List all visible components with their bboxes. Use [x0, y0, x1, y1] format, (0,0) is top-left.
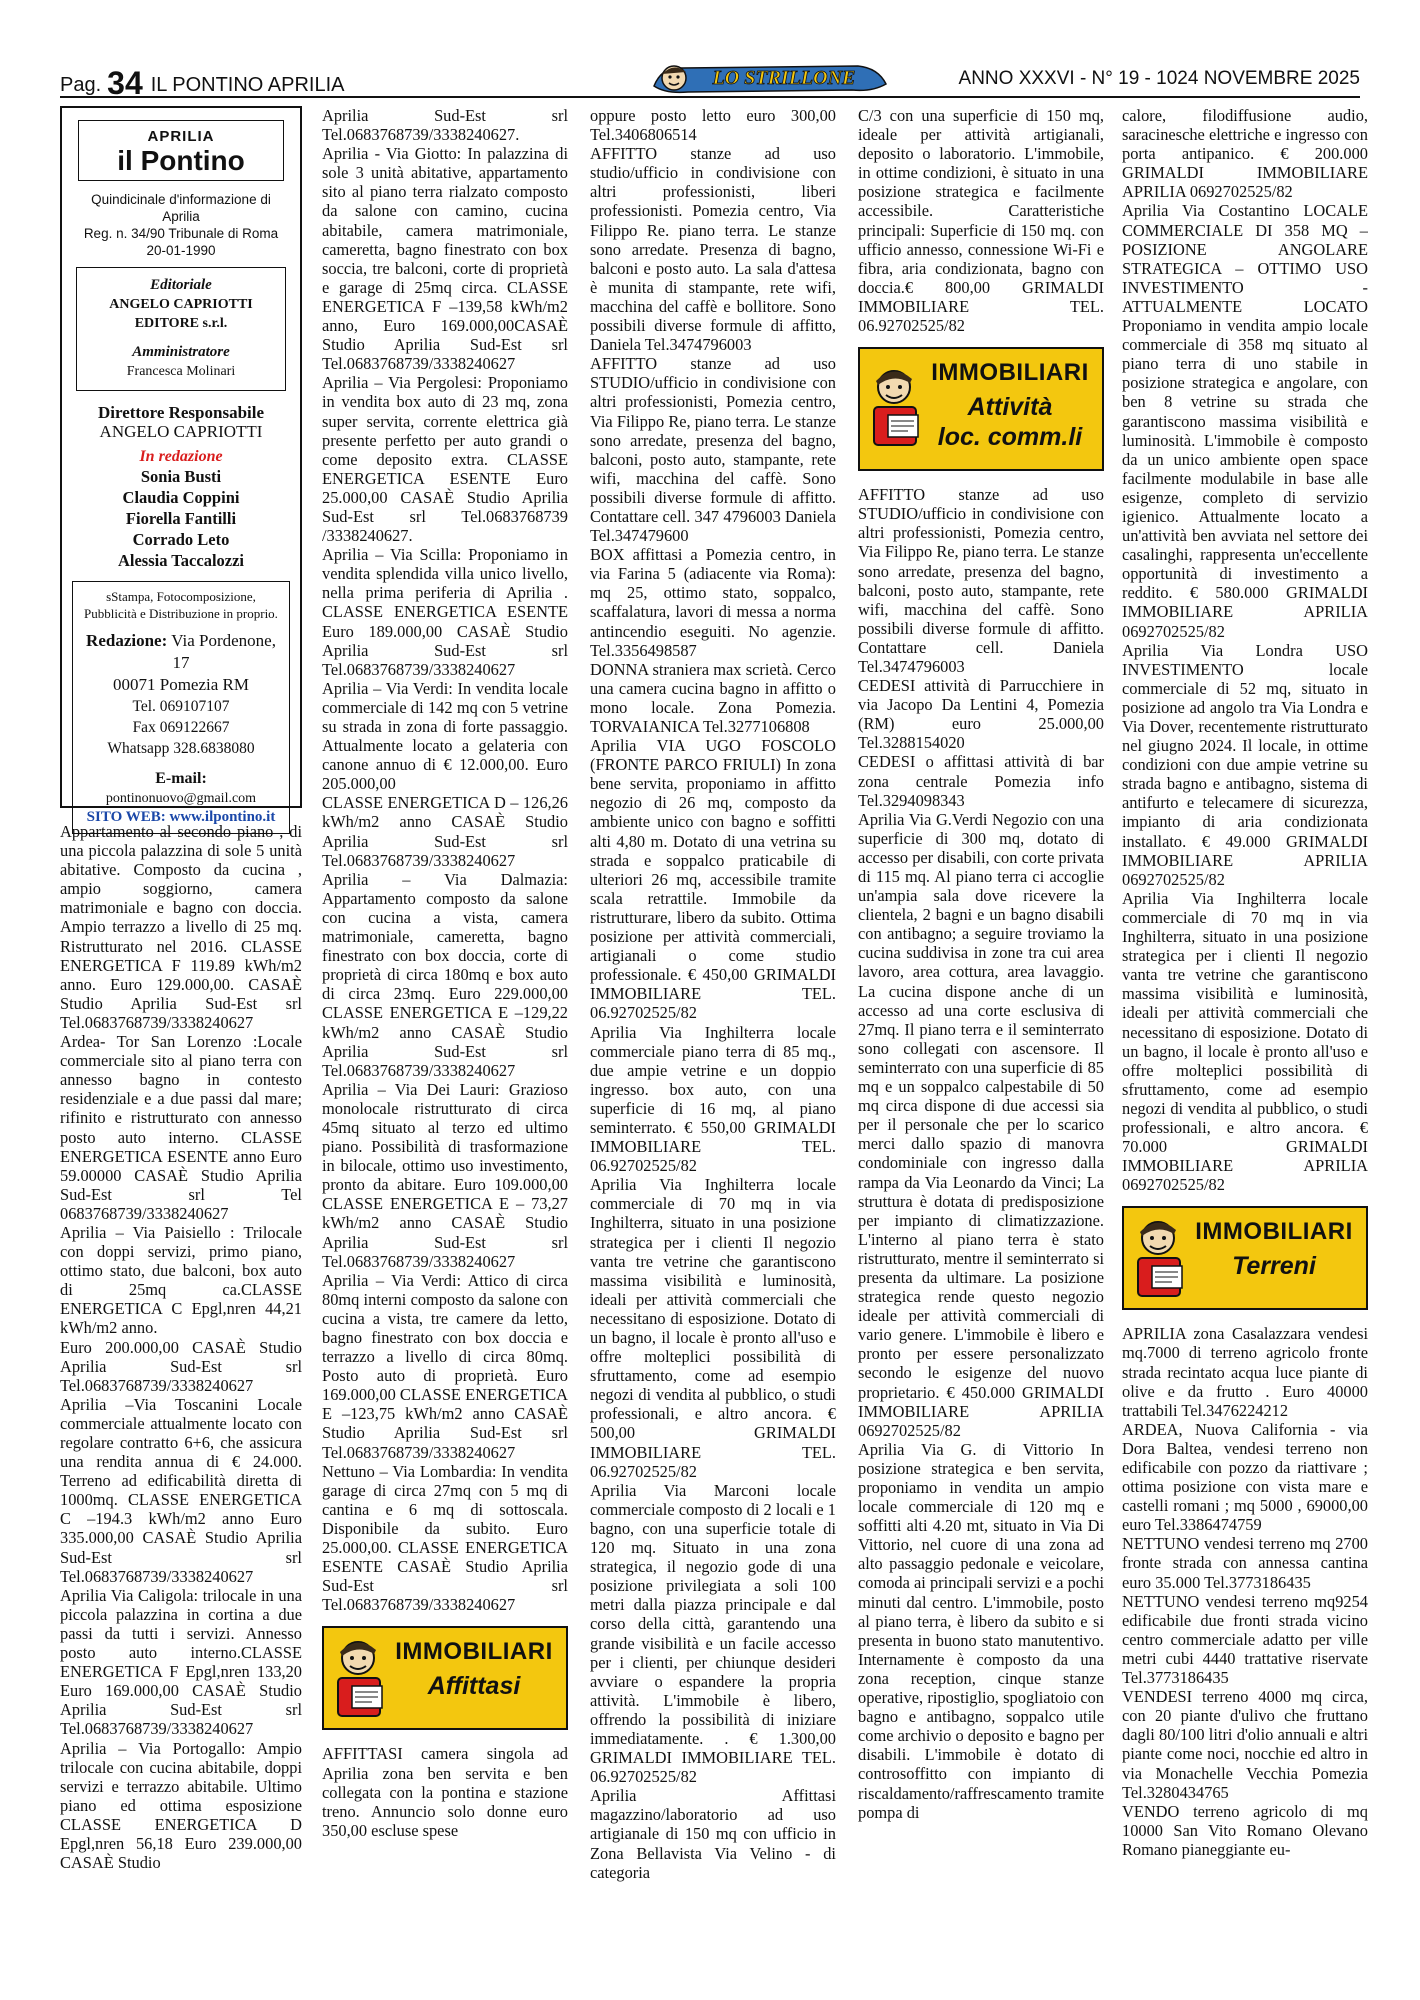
- classified-ad: AFFITTO stanze ad uso studio/ufficio in condivisione con altri professionisti, liberi professionisti. Pomezia centro, Via Filippo Re. piano terra. Le stanze sono arredate. Presenza di bagno, balconi e posto auto. La sala d'attesa è munita di stampante, rete wifi, macchina del caffè e bollitore. Sono possibili diverse formule di affitto, Daniela Tel.3474796003: [590, 144, 836, 355]
- lo-strillone-logo: [652, 60, 888, 94]
- direttore-label: Direttore Responsabile: [97, 402, 265, 422]
- classified-ad: Euro 200.000,00 CASAÈ Studio Aprilia Sud-Est srl Tel.0683768739/3338240627: [60, 1337, 302, 1395]
- site-url[interactable]: www.ilpontino.it: [169, 809, 276, 826]
- redazione-member: Fiorella Fantilli: [125, 508, 237, 528]
- classified-ad: Aprilia – Via Scilla: Proponiamo in vendita splendida villa unico livello, nella prima periferia di Aprilia . CLASSE ENERGETICA ESENTE Euro 189.000,00 CASAÈ Studio Aprilia Sud-Est srl Tel.0683768739/3338240627: [322, 545, 568, 679]
- redazione-member: Claudia Coppini: [122, 487, 240, 507]
- editoriale-value: ANGELO CAPRIOTTI EDITORE s.r.l.: [109, 297, 253, 332]
- classified-ad: Aprilia Via Inghilterra locale commerciale di 70 mq in via Inghilterra, situato in una posizione strategica per i clienti Il negozio vanta tre vetrine che garantiscono massima visibilità e luminosità, ideali per attività commerciali che necessitano di esposizione. Dotato di un bagno, il locale è pronto all'uso e offre molteplici possibilità di sfruttamento, come ad esempio negozi di vendita al pubblico, o studi professionali, e altro ancora. € 70.000 GRIMALDI IMMOBILIARE APRILIA 0692702525/82: [1122, 888, 1368, 1195]
- page-header: [60, 60, 1360, 101]
- classified-ad: Aprilia Via Marconi locale commerciale composto di 2 locali e 1 bagno, con una superficie totale di 120 mq. Situato in una zona strategica, il negozio gode di una posizione privilegiata a soli 100 metri dalla piazza principale e dal corso della città, garantendo una grande visibilità e un facile accesso per i clienti, per chiunque desideri avviare o espandere la propria attività. L'immobile è libero, offrendo la possibilità di iniziare immediatamente. . € 1.300,00 GRIMALDI IMMOBILIARE TEL. 06.92702525/82: [590, 1480, 836, 1787]
- classified-ad: Aprilia Via Inghilterra locale commerciale di 70 mq in via Inghilterra, situato in una posizione strategica per i clienti Il negozio vanta tre vetrine che garantiscono massima visibilità e luminosità, ideali per attività commerciali che necessitano di esposizione. Dotato di un bagno, il locale è pronto all'uso e offre molteplici possibilità di sfruttamento, come ad esempio negozi di vendita al pubblico, o studi professionali, e altro ancora. € 500,00 GRIMALDI IMMOBILIARE TEL. 06.92702525/82: [590, 1175, 836, 1481]
- masthead-subtitle: Quindicinale d'informazione di Aprilia: [91, 192, 271, 225]
- redazione-member: Corrado Leto: [132, 529, 230, 549]
- classified-ad: Aprilia – Via Portogallo: Ampio trilocale con cucina abitabile, doppi servizi e terrazzo abitabile. Ultimo piano ed ottima esposizione CLASSE ENERGETICA D Epgl,nren 56,18 Euro 239.000,00 CASAÈ Studio: [60, 1738, 302, 1873]
- classified-ad: AFFITTO stanze ad uso STUDIO/ufficio in condivisione con altri professionisti, Pomezia centro, Via Filippo Re, piano terra. Le stanze sono arredate, presenza del bagno, balconi, posto auto, stampante, rete wifi, macchina del caffè. Sono possibili diverse formule di affitto. Contattare cell. Daniela Tel.3474796003: [858, 485, 1104, 676]
- address-city: 00071 Pomezia RM: [113, 674, 249, 694]
- classified-ad: VENDO terreno agricolo di mq 10000 San Vito Romano Olevano Romano pianeggiante eu-: [1122, 1801, 1368, 1859]
- masthead-reg: Reg. n. 34/90 Tribunale di Roma: [83, 226, 279, 242]
- classified-ad: C/3 con una superficie di 150 mq, ideale per attività artigianali, deposito o laboratorio. L'immobile, in ottime condizioni, è situato in una posizione strategica e facilmente accessibile. Caratteristiche principali: Superficie di 150 mq. con ufficio annesso, connessione Wi-Fi e fibra, aria condizionata, bagno con doccia.€ 800,00 GRIMALDI IMMOBILIARE TEL. 06.92702525/82: [858, 106, 1104, 336]
- classified-ad: Nettuno – Via Lombardia: In vendita garage di circa 27mq con 5 mq di cantina e 6 mq di sottoscala. Disponibile da subito. Euro 25.000,00. CLASSE ENERGETICA ESENTE CASAÈ Studio Aprilia Sud-Est srl Tel.0683768739/3338240627: [322, 1461, 568, 1615]
- redazione-label: In redazione: [139, 447, 223, 465]
- editoriale-label: Editoriale: [150, 277, 212, 294]
- email-address[interactable]: pontinonuovo@gmail.com: [105, 790, 257, 806]
- classified-ad: Aprilia Sud-Est srl Tel.0683768739/3338240627.: [322, 106, 568, 145]
- redazione-member: Alessia Taccalozzi: [117, 550, 245, 570]
- editor-box: [76, 267, 286, 390]
- banner-affittasi: [322, 1626, 568, 1730]
- classified-ad: NETTUNO vendesi terreno mq 2700 fronte strada con annessa cantina euro 35.000 Tel.3773186435: [1122, 1534, 1368, 1592]
- classified-ad: Appartamento al secondo piano , di una piccola palazzina di sole 5 unità abitative. Composto da cucina , ampio soggiorno, camera matrimoniale e bagno con doccia. Ampio terrazzo a livello di 25 mq. Ristrutturato nel 2016. CLASSE ENERGETICA F 119.89 kWh/m2 anno. Euro 129.000,00. CASAÈ Studio Aprilia Sud-Est srl Tel.0683768739/3338240627: [60, 822, 302, 1032]
- classified-ad: DONNA straniera max scrietà. Cerco una camera cucina bagno in affitto o mono locale. Zona Pomezia. TORVAIANICA Tel.3277106808: [590, 659, 836, 736]
- classified-ad: APRILIA zona Casalazzara vendesi mq.7000 di terreno agricolo fronte strada recintato acqua luce piante di olive e da frutto . Euro 40000 trattabili Tel.3476224212: [1122, 1324, 1368, 1420]
- classified-ad: CEDESI o affittasi attività di bar zona centrale Pomezia info Tel.3294098343: [858, 752, 1104, 810]
- classified-ad: calore, filodiffusione audio, saracinesche elettriche e ingresso con porta antipanico. € 200.000 GRIMALDI IMMOBILIARE APRILIA 0692702525/82: [1122, 106, 1368, 202]
- classified-ad: NETTUNO vendesi terreno mq9254 edificabile due fronti strada vicino centro commerciale adatto per ville metri cubi 4440 trattative riservate Tel.3773186435: [1122, 1591, 1368, 1688]
- newsboy-icon: [1128, 1216, 1190, 1302]
- classified-ad: Aprilia – Via Dei Lauri: Grazioso monolocale ristrutturato di circa 45mq situato al terzo ed ultimo piano. Possibilità di trasformazione in bilocale, ottimo uso investimento, pronto da abitare. Euro 109.000,00 CLASSE ENERGETICA E – 73,27 kWh/m2 anno CASAÈ Studio Aprilia Sud-Est srl Tel.0683768739/3338240627: [322, 1079, 568, 1271]
- banner-terreni: [1122, 1206, 1368, 1310]
- column-2: [322, 106, 568, 1986]
- banner-attivita: [858, 347, 1104, 471]
- classified-ad: Aprilia – Via Dalmazia: Appartamento composto da salone con cucina a vista, camera matrimoniale, cameretta, bagno finestrato con box doccia, corte di proprietà di circa 180mq e box auto di circa 23mq. Euro 229.000,00 CLASSE ENERGETICA E –129,22 kWh/m2 anno CASAÈ Studio Aprilia Sud-Est srl Tel.0683768739/3338240627: [322, 869, 568, 1080]
- classified-ad: Aprilia – Via Paisiello : Trilocale con doppi servizi, primo piano, ottimo stato, due balconi, box auto di 25mq ca.CLASSE ENERGETICA C Epgl,nren 44,21 kWh/m2 anno.: [60, 1222, 302, 1338]
- address-street: Via Pordenone, 17: [171, 630, 276, 672]
- banner-title: IMMOBILIARI: [931, 359, 1089, 387]
- column-5: [1122, 106, 1368, 1986]
- column-3: [590, 106, 836, 1986]
- classified-ad: Ardea- Tor San Lorenzo :Locale commerciale sito al piano terra con annesso bagno in contesto residenziale e a due passi dal mare; rifinito e ristrutturato con annesso posto auto interno. CLASSE ENERGETICA ESENTE anno Euro 59.00000 CASAÈ Studio Aprilia Sud-Est srl Tel 0683768739/3338240627: [60, 1032, 302, 1223]
- classified-ad: Aprilia Via Londra USO INVESTIMENTO locale commerciale di 52 mq, situato in posizione ad angolo tra Via Londra e Via Dover, recentemente ristrutturato nel giugno 2024. Il locale, in ottime condizioni con due ampie vetrine su strada bagno e antibagno, sistema di antifurto e telecamere di sicurezza, impianto di aria condizionata installato. € 49.000 GRIMALDI IMMOBILIARE APRILIA 0692702525/82: [1122, 640, 1368, 889]
- classified-ad: ARDEA, Nuova California - via Dora Baltea, vendesi terreno non edificabile con pozzo da riattivare ; ottima posizione con vista mare e castelli romani ; mq 5000 , 69000,00 euro Tel.3386474759: [1122, 1419, 1368, 1535]
- classified-ad: oppure posto letto euro 300,00 Tel.3406806514: [590, 106, 836, 145]
- amministratore-label: Amministratore: [132, 344, 230, 361]
- page-label: Pag.: [60, 74, 102, 96]
- whatsapp: Whatsapp 328.6838080: [107, 739, 255, 757]
- banner-subtitle: Attività: [967, 393, 1053, 422]
- classified-ad: Aprilia –Via Toscanini Locale commerciale attualmente locato con regolare contratto 6+6, che assicura una rendita annua di € 24.000. Terreno ad edificabilità diretta di 1000mq. CLASSE ENERGETICA C –194.3 kWh/m2 anno Euro 335.000,00 CASAÈ Studio Aprilia Sud-Est srl Tel.0683768739/3338240627: [60, 1394, 302, 1586]
- fax: Fax 069122667: [132, 718, 230, 736]
- classified-ad: Aprilia Via Costantino LOCALE COMMERCIALE DI 358 MQ – POSIZIONE ANGOLARE STRATEGICA – OTTIMO USO INVESTIMENTO -ATTUALMENTE LOCATO Proponiamo in vendita ampio locale commerciale di 358 mq situato al piano terra di uno stabile in posizione strategica e angolare, con ben 8 vetrine su strada che garantiscono massima visibilità e luminosità. L'immobile è composto da un unico ambiente open space facilmente modulabile in base alle esigenze, completo di servizio igienico. Attualmente locato a un'attività ben avviata nel settore dei casalinghi, rappresenta un'eccellente opportunità di investimento a reddito. € 580.000 GRIMALDI IMMOBILIARE APRILIA 0692702525/82: [1122, 201, 1368, 641]
- banner-subtitle-2: loc. comm.li: [937, 423, 1083, 452]
- address-line-1: [79, 630, 283, 674]
- stampa-note: sStampa, Fotocomposizione, Pubblicità e Distribuzione in proprio.: [84, 588, 278, 621]
- site-label: SITO WEB:: [86, 809, 166, 826]
- email-line: [79, 769, 283, 808]
- masthead-reg-date: 20-01-1990: [146, 243, 216, 259]
- newsboy-icon: [864, 365, 926, 451]
- email-label: E-mail:: [155, 769, 207, 787]
- banner-subtitle: Terreni: [1232, 1252, 1316, 1281]
- phone: Tel. 069107107: [132, 697, 230, 715]
- classified-ad: Aprilia Via Caligola: trilocale in una piccola palazzina in cortina a due passi da tutti i servizi. Annesso posto auto interno.CLASSE ENERGETICA F Epgl,nren 133,20 Euro 169.000,00 CASAÈ Studio Aprilia Sud-Est srl Tel.0683768739/3338240627: [60, 1585, 302, 1739]
- page-number: 34: [107, 65, 143, 101]
- header-left: [60, 62, 345, 99]
- masthead-name: il Pontino: [117, 145, 245, 177]
- redazione-address-label: Redazione:: [86, 630, 168, 650]
- banner-title: IMMOBILIARI: [395, 1638, 553, 1666]
- classified-ad: Aprilia Via Inghilterra locale commerciale piano terra di 85 mq., due ampie vetrine e un doppio ingresso. box auto, con una superficie di 16 mq, al piano seminterrato. € 550,00 GRIMALDI IMMOBILIARE TEL. 06.92702525/82: [590, 1022, 836, 1176]
- direttore-value: ANGELO CAPRIOTTI: [99, 421, 263, 441]
- classified-ad: BOX affittasi a Pomezia centro, in via Farina 5 (adiacente via Roma): mq 25, ottimo stato, soppalco, scaffalatura, lavori di messa a norma antincendio eseguiti. No agenzie. Tel.3356498587: [590, 545, 836, 660]
- header-rule: [60, 96, 1360, 98]
- classified-ad: Aprilia Affittasi magazzino/laboratorio ad uso artigianale di 150 mq con ufficio in Zona Bellavista Via Velino - di categoria: [590, 1786, 836, 1882]
- classified-ad: AFFITTASI camera singola ad Aprilia zona ben servita e ben collegata con la pontina e stazione treno. Annuncio solo donne euro 350,00 escluse spese: [322, 1744, 568, 1840]
- banner-subtitle: Affittasi: [427, 1672, 521, 1701]
- masthead-registration: [72, 191, 290, 259]
- classified-ad: CEDESI attività di Parrucchiere in via Jacopo Da Lentini 4, Pomezia (RM) euro 25.000,00 Tel.3288154020: [858, 676, 1104, 753]
- newsboy-icon: [328, 1636, 390, 1722]
- classified-ad: VENDESI terreno 4000 mq circa, con 20 piante d'ulivo che fruttano dagli 80/100 litri d'olio annuali e altri piante come noci, nocchie ed altro in via Monachelle Vecchia Pomezia Tel.3280434765: [1122, 1687, 1368, 1802]
- classified-ad: AFFITTO stanze ad uso STUDIO/ufficio in condivisione con altri professionisti, Pomezia centro, Via Filippo Re, piano terra. Le stanze sono arredate, presenza del bagno, balconi, posto auto, stampante, rete wifi, macchina del caffè. Sono possibili diverse formule di affitto. Contattare cell. 347 4796003 Daniela Tel.347479600: [590, 354, 836, 546]
- amministratore-value: Francesca Molinari: [126, 364, 236, 380]
- classified-ad: Aprilia Via G.Verdi Negozio con una superficie di 300 mq, dotato di accesso per disabili, con corte privata di 115 mq. Al piano terra ci accoglie un'ampia sala dove ricevere la clientela, 2 bagni e un bagno disabili con antibagno; a seguire troviamo la cucina suddivisa in zone tra cui area lavoro, area cottura, area lavaggio. La cucina dispone anche di un accesso ad una corte esclusiva di 27mq. Il piano terra e il seminterrato sono collegati con ascensore. Il seminterrato con una superficie di 85 mq e un soppalco calpestabile di 50 mq circa dispone di due accessi sia per il personale che per lo scarico merci dallo spazio di manovra condominiale con ingresso dalla rampa da Via Leonardo da Vinci; La struttura è dotata di predisposizione per impianto di climatizzazione. L'interno al piano terra è stato ristrutturato, mentre il seminterrato si presenta da ultimare. La posizione strategica rende questo negozio ideale per attività commerciali di vario genere. L'immobile è libero e pronto per essere personalizzato secondo le esigenze del nuovo proprietario. € 450.000 GRIMALDI IMMOBILIARE APRILIA 0692702525/82: [858, 809, 1104, 1440]
- redazione-member: Sonia Busti: [140, 466, 222, 486]
- masthead-box: [60, 106, 302, 826]
- classified-ad: Aprilia VIA UGO FOSCOLO (FRONTE PARCO FRIULI) In zona bene servita, proponiamo in affitto negozio di 26 mq, composto da ambiente unico con bagno e soffitti alti 4,80 m. Dotato di una vetrina su strada e soppalco praticabile di ulteriori 26 mq, accessibile tramite scala retrattile. Immobile da ristrutturare, libero da subito. Ottima posizione per attività commerciali, artigianali o come studio professionale. € 450,00 GRIMALDI IMMOBILIARE TEL. 06.92702525/82: [590, 736, 836, 1023]
- issue-info: ANNO XXXVI - N° 19 - 1024 NOVEMBRE 2025: [958, 68, 1360, 89]
- classified-ad: Aprilia – Via Verdi: Attico di circa 80mq interni composto da salone con cucina a vista, tre camere da letto, bagno finestrato con box doccia e terrazzo a livello di circa 80mq. Posto auto di proprietà. Euro 169.000,00 CLASSE ENERGETICA E –123,75 kWh/m2 anno CASAÈ Studio Aprilia Sud-Est srl Tel.0683768739/3338240627: [322, 1270, 568, 1462]
- classified-ad: CLASSE ENERGETICA D – 126,26 kWh/m2 anno CASAÈ Studio Aprilia Sud-Est srl Tel.0683768739/3338240627: [322, 793, 568, 870]
- masthead-title-box: [78, 120, 284, 181]
- logo-text: LO STRILLONE: [712, 67, 856, 89]
- contact-box: [72, 581, 290, 834]
- classified-ad: Aprilia – Via Pergolesi: Proponiamo in vendita box auto di 23 mq, zona super servita, corrente elettrica già presente perfetto per auto grandi o come deposito extra. CLASSE ENERGETICA ESENTE Euro 25.000,00 CASAÈ Studio Aprilia Sud-Est srl Tel.0683768739 /3338240627.: [322, 373, 568, 546]
- publication-name: IL PONTINO APRILIA: [150, 74, 345, 96]
- column-4: [858, 106, 1104, 1986]
- classified-ad: Aprilia Via G. di Vittorio In posizione strategica e ben servita, proponiamo in vendita un ampio locale commerciale di 120 mq e soffitti alti 4.20 mt, situato in Via Di Vittorio, nel cuore di una zona ad alto passaggio pedonale e veicolare, comoda ai principali servizi e a pochi minuti dal centro. L'immobile, posto al piano terra, è libero da subito e si presenta in buono stato manutentivo. Internamente è composto da una zona reception, cinque stanze operative, ripostiglio, spogliatoio con bagno e antibagno, soppalco utile come archivio o deposito e bagno per disabili. L'immobile è dotato di controsoffitto con impianto di riscaldamento/raffrescamento tramite pompa di: [858, 1439, 1104, 1822]
- masthead-city: APRILIA: [147, 128, 215, 145]
- column-1: [60, 106, 302, 1986]
- banner-title: IMMOBILIARI: [1195, 1218, 1353, 1246]
- classified-ad: Aprilia – Via Verdi: In vendita locale commerciale di 142 mq con 5 vetrine su strada in zona di forte passaggio. Attualmente locato a gelateria con canone annuo di € 12.000,00. Euro 205.000,00: [322, 678, 568, 794]
- classified-ad: Aprilia - Via Giotto: In palazzina di sole 3 unità abitative, appartamento sito al piano terra rialzato composto da salone con camino, cucina abitabile, camera matrimoniale, cameretta, bagno finestrato con box soccia, tre balconi, corte di proprietà e garage di 25mq circa. CLASSE ENERGETICA F –139,58 kWh/m2 anno, Euro 169.000,00CASAÈ Studio Aprilia Sud-Est srl Tel.0683768739/3338240627: [322, 144, 568, 374]
